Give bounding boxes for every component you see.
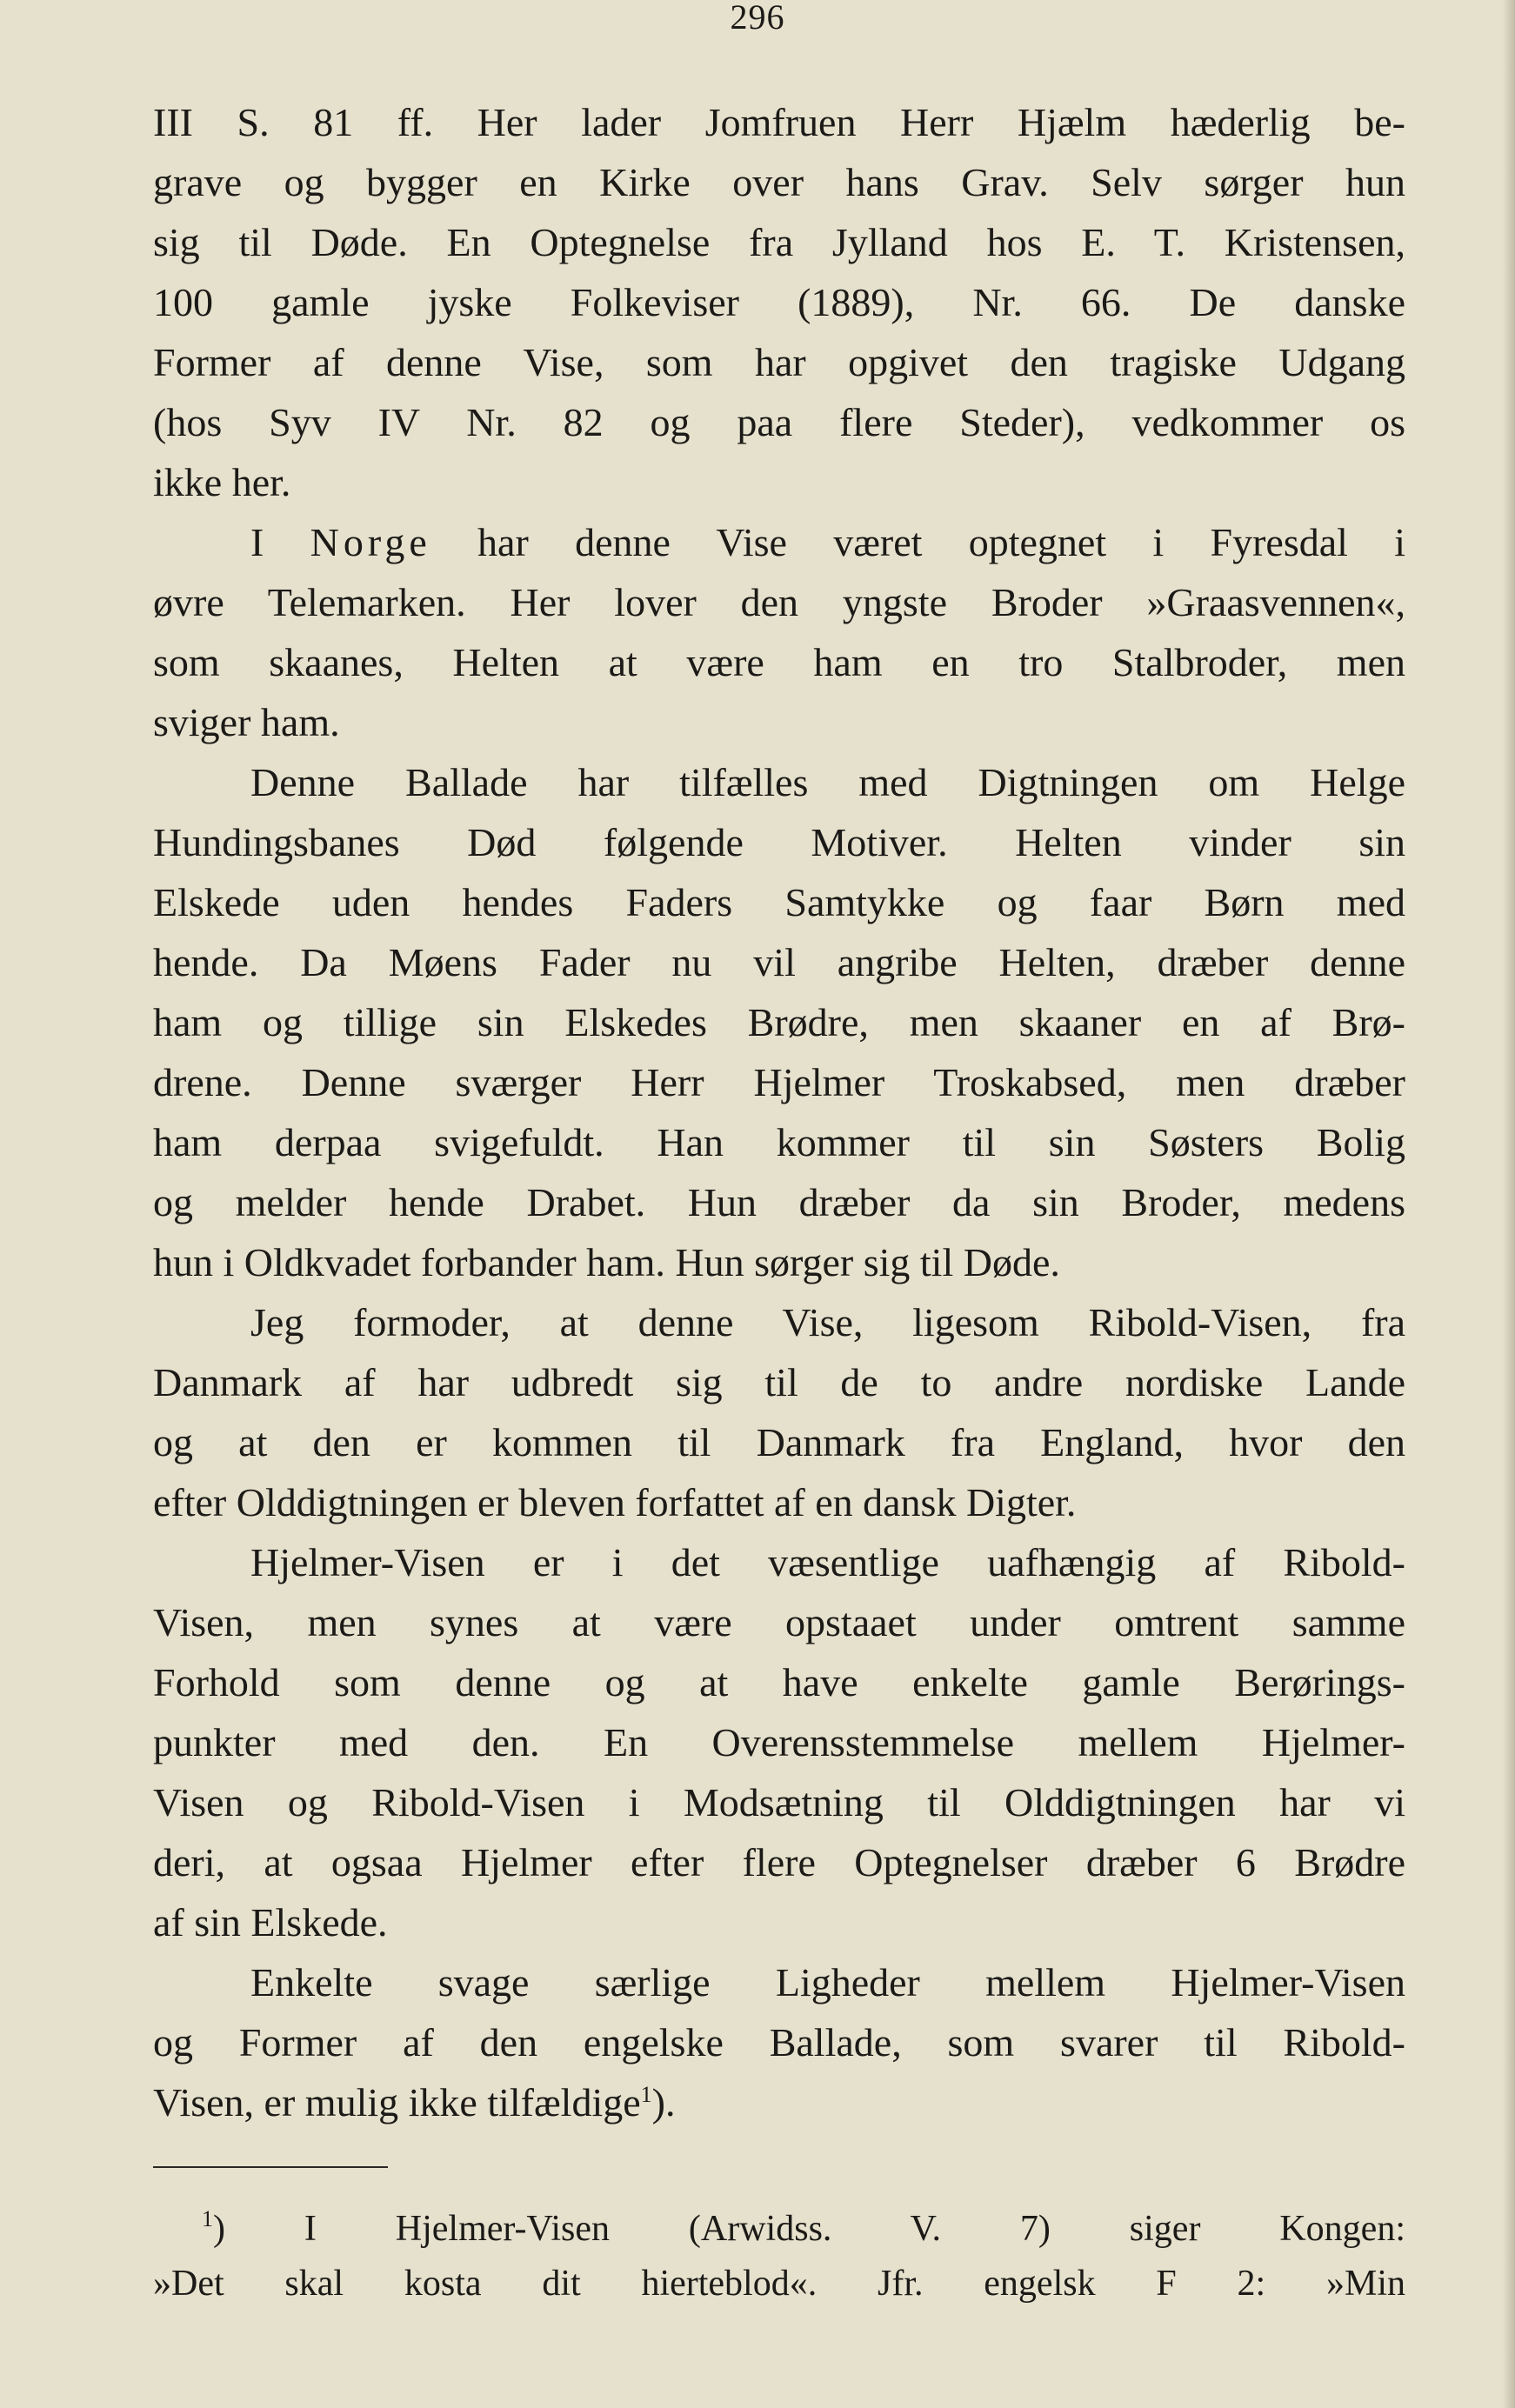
footnote-line: »Det skal kosta dit hierteblod«. Jfr. engelsk F 2: »Min xyxy=(153,2264,1405,2304)
text-line: hun i Oldkvadet forbander ham. Hun sørger sig til Døde. xyxy=(153,1240,1060,1284)
footnote-divider xyxy=(153,2166,388,2168)
text-line: hende. Da Møens Fader nu vil angribe Helten, dræber denne xyxy=(153,940,1405,984)
text-line: III S. 81 ff. Her lader Jomfruen Herr Hjælm hæderlig be- xyxy=(153,100,1405,144)
text-line: ikke her. xyxy=(153,460,291,504)
text-segment: ) I Hjelmer-Visen (Arwidss. V. 7) siger Kongen: xyxy=(213,2209,1405,2249)
text-line: øvre Telemarken. Her lover den yngste Broder »Graasvennen«, xyxy=(153,580,1405,624)
text-segment: ). xyxy=(651,2080,676,2125)
paragraph-5 xyxy=(153,1532,1405,1952)
page-number: 296 xyxy=(730,0,785,37)
text-line: Visen og Ribold-Visen i Modsætning til Olddigtningen har vi xyxy=(153,1780,1405,1824)
footnote-line xyxy=(153,2202,1405,2257)
text-line: punkter med den. En Overensstemmelse mellem Hjelmer- xyxy=(153,1720,1405,1764)
text-line: Visen, men synes at være opstaaet under omtrent samme xyxy=(153,1600,1405,1644)
body-text xyxy=(153,92,1405,2132)
text-line: Enkelte svage særlige Ligheder mellem Hjelmer-Visen xyxy=(250,1960,1405,2004)
text-line: Hjelmer-Visen er i det væsentlige uafhængig af Ribold- xyxy=(250,1540,1405,1584)
text-line: ham derpaa svigefuldt. Han kommer til sin Søsters Bolig xyxy=(153,1120,1405,1164)
text-segment: I xyxy=(250,520,310,564)
text-line: af sin Elskede. xyxy=(153,1900,388,1944)
text-line: (hos Syv IV Nr. 82 og paa flere Steder), vedkommer os xyxy=(153,400,1405,444)
paragraph-1 xyxy=(153,92,1405,512)
spaced-word: Norge xyxy=(310,520,431,564)
text-line: sviger ham. xyxy=(153,700,340,744)
text-line: og melder hende Drabet. Hun dræber da sin Broder, medens xyxy=(153,1180,1405,1224)
footnote xyxy=(153,2202,1405,2311)
text-line: sig til Døde. En Optegnelse fra Jylland hos E. T. Kristensen, xyxy=(153,220,1405,264)
paragraph-4 xyxy=(153,1292,1405,1532)
text-segment: har denne Vise været optegnet i Fyresdal i xyxy=(430,520,1405,564)
footnote-reference: 1 xyxy=(640,2082,652,2107)
text-line: Danmark af har udbredt sig til de to andre nordiske Lande xyxy=(153,1360,1405,1404)
text-line: som skaanes, Helten at være ham en tro Stalbroder, men xyxy=(153,640,1405,684)
text-line: Former af denne Vise, som har opgivet den tragiske Udgang xyxy=(153,340,1405,384)
text-line: Forhold som denne og at have enkelte gamle Berørings- xyxy=(153,1660,1405,1704)
text-line: efter Olddigtningen er bleven forfattet af en dansk Digter. xyxy=(153,1480,1077,1524)
footnote-marker: 1 xyxy=(202,2206,213,2231)
text-line: drene. Denne sværger Herr Hjelmer Troskabsed, men dræber xyxy=(153,1060,1405,1104)
text-line: og Former af den engelske Ballade, som svarer til Ribold- xyxy=(153,2020,1405,2064)
text-line: 100 gamle jyske Folkeviser (1889), Nr. 66. De danske xyxy=(153,280,1405,324)
paragraph-3 xyxy=(153,752,1405,1292)
text-line: Jeg formoder, at denne Vise, ligesom Ribold-Visen, fra xyxy=(250,1300,1405,1344)
text-line: og at den er kommen til Danmark fra England, hvor den xyxy=(153,1420,1405,1464)
page-edge-shadow xyxy=(1503,0,1515,2408)
text-line xyxy=(153,512,1405,572)
text-line: ham og tillige sin Elskedes Brødre, men skaaner en af Brø- xyxy=(153,1000,1405,1044)
paragraph-2 xyxy=(153,512,1405,752)
text-line xyxy=(153,2072,1405,2132)
paragraph-6 xyxy=(153,1952,1405,2132)
text-segment: Visen, er mulig ikke tilfældige xyxy=(153,2080,641,2125)
text-line: Elskede uden hendes Faders Samtykke og faar Børn med xyxy=(153,880,1405,924)
text-line: grave og bygger en Kirke over hans Grav. Selv sørger hun xyxy=(153,160,1405,204)
text-line: deri, at ogsaa Hjelmer efter flere Optegnelser dræber 6 Brødre xyxy=(153,1840,1405,1884)
text-line: Hundingsbanes Død følgende Motiver. Helten vinder sin xyxy=(153,820,1405,864)
text-line: Denne Ballade har tilfælles med Digtningen om Helge xyxy=(250,760,1405,804)
